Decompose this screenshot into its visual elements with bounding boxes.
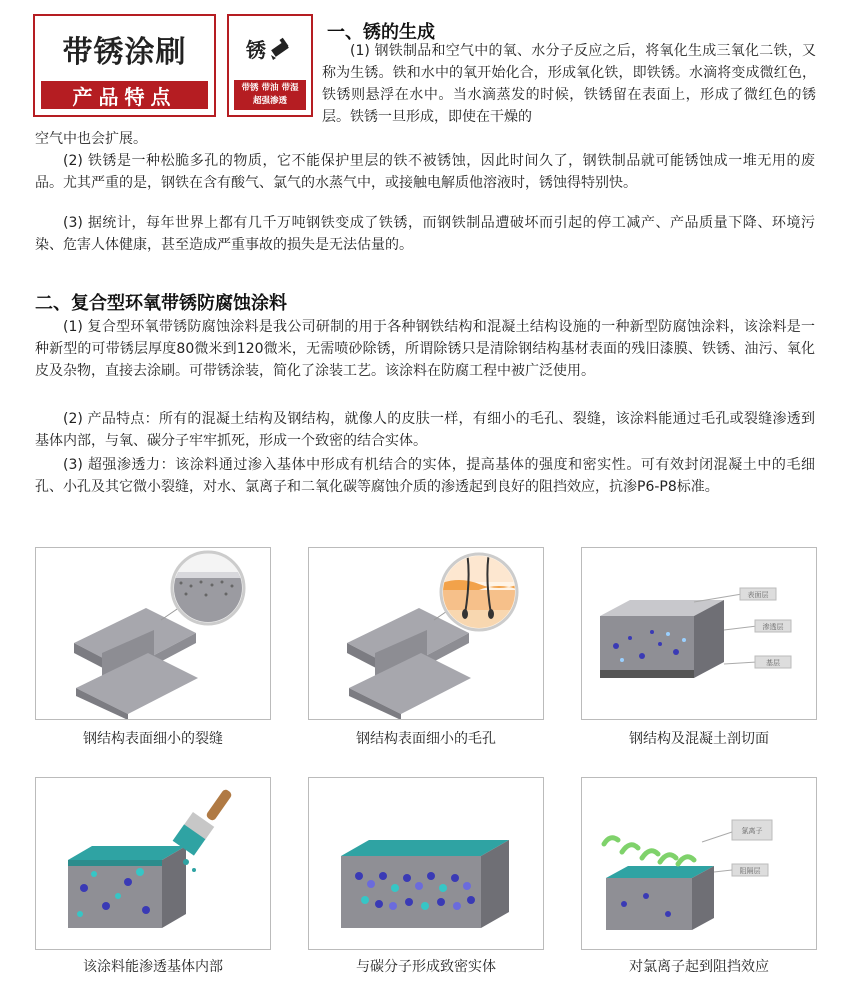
section2-title: 二、复合型环氧带锈防腐蚀涂料 [35, 293, 287, 314]
section1-p1: (1) 钢铁制品和空气中的氧、水分子反应之后，将氧化生成三氧化二铁，又称为生锈。铁和水中的氧开始化合，形成氧化铁，即铁锈。水滴将变成微红色，铁锈则悬浮在水中。当水滴蒸发的时候，铁锈留在表面上，形成了微红色的锈层。铁锈一旦形成，即使在干燥的 [322, 43, 816, 125]
caption-4: 该涂料能渗透基体内部 [83, 959, 223, 975]
chloride-wave-icon [604, 838, 694, 864]
section1-p3: (3) 据统计，每年世界上都有几千万吨钢铁变成了铁锈，而钢铁制品遭破坏而引起的停工减产、产品质量下降、环境污染、危害人体健康，甚至造成严重事故的损失是无法估量的。 [35, 215, 815, 253]
label-surface: 表面层 [747, 591, 769, 599]
caption-6: 对氯离子起到阻挡效应 [629, 959, 769, 975]
feature-band [234, 80, 306, 110]
section2-p1: (1) 复合型环氧带锈防腐蚀涂料是我公司研制的用于各种钢铁结构和混凝土结构设施的一种新型防腐蚀涂料，该涂料是一种新型的可带锈层厚度80微米到120微米，无需喷砂除锈，所谓除锈只是清除钢结构基材表面的残旧漆膜、铁锈、油污、氧化皮及杂物，直接去涂刷。可带锈涂装，简化了涂装工艺。该涂料在防腐工程中被广泛使用。 [35, 319, 815, 379]
product-badge [33, 14, 216, 117]
chloride-block-illustration [582, 778, 817, 950]
caption-5: 与碳分子形成致密实体 [356, 959, 496, 975]
feature-logo [229, 16, 311, 80]
caption-2: 钢结构表面细小的毛孔 [356, 731, 496, 747]
figure-penetration [35, 777, 271, 950]
section1-p2: (2) 铁锈是一种松脆多孔的物质，它不能保护里层的铁不被锈蚀，因此时间久了，钢铁制品就可能锈蚀成一堆无用的废品。尤其严重的是，钢铁在含有酸气、氯气的水蒸气中，或接触电解质他溶液时，锈蚀得特别快。 [35, 153, 815, 191]
label-penetrate: 渗透层 [762, 623, 784, 631]
dense-entity-illustration [309, 778, 544, 950]
brush-penetration-illustration [36, 778, 271, 950]
label-ion: 氯离子 [741, 827, 763, 835]
feature-badge [227, 14, 313, 117]
figure-dense-entity [308, 777, 544, 950]
section2-p2: (2) 产品特点：所有的混凝土结构及钢结构，就像人的皮肤一样，有细小的毛孔、裂缝，该涂料能通过毛孔或裂缝渗透到基体内部，与氧、碳分子牢牢抓死，形成一个致密的结合实体。 [35, 411, 815, 449]
label-block: 阻隔层 [739, 867, 761, 875]
figure-steel-cracks [35, 547, 271, 720]
cross-section-illustration [582, 548, 817, 720]
badge-title: 带锈涂刷 [62, 35, 187, 70]
steel-beam-illustration [36, 548, 271, 720]
section1-p1-tail: 空气中也会扩展。 [35, 131, 147, 147]
figure-cross-section [581, 547, 817, 720]
logo-char: 锈 [246, 37, 266, 62]
figure-chloride-block [581, 777, 817, 950]
feature-line1: 带锈 带油 带湿 [241, 83, 299, 93]
feature-line2: 超强渗透 [252, 96, 287, 106]
figure-steel-pores [308, 547, 544, 720]
caption-1: 钢结构表面细小的裂缝 [83, 731, 223, 747]
section1-title: 一、锈的生成 [327, 22, 435, 43]
brush-icon [268, 35, 294, 61]
label-base: 基层 [766, 659, 780, 667]
steel-beam-skin-illustration [309, 548, 544, 720]
caption-3: 钢结构及混凝土剖切面 [629, 731, 769, 747]
badge-subtitle: 产品特点 [41, 81, 208, 109]
section2-p3: (3) 超强渗透力：该涂料通过渗入基体中形成有机结合的实体，提高基体的强度和密实性。可有效封闭混凝土中的毛细孔、小孔及其它微小裂缝，对水、氯离子和二氧化碳等腐蚀介质的渗透起到良好的阻挡效应，抗渗P6-P8标准。 [35, 457, 815, 495]
